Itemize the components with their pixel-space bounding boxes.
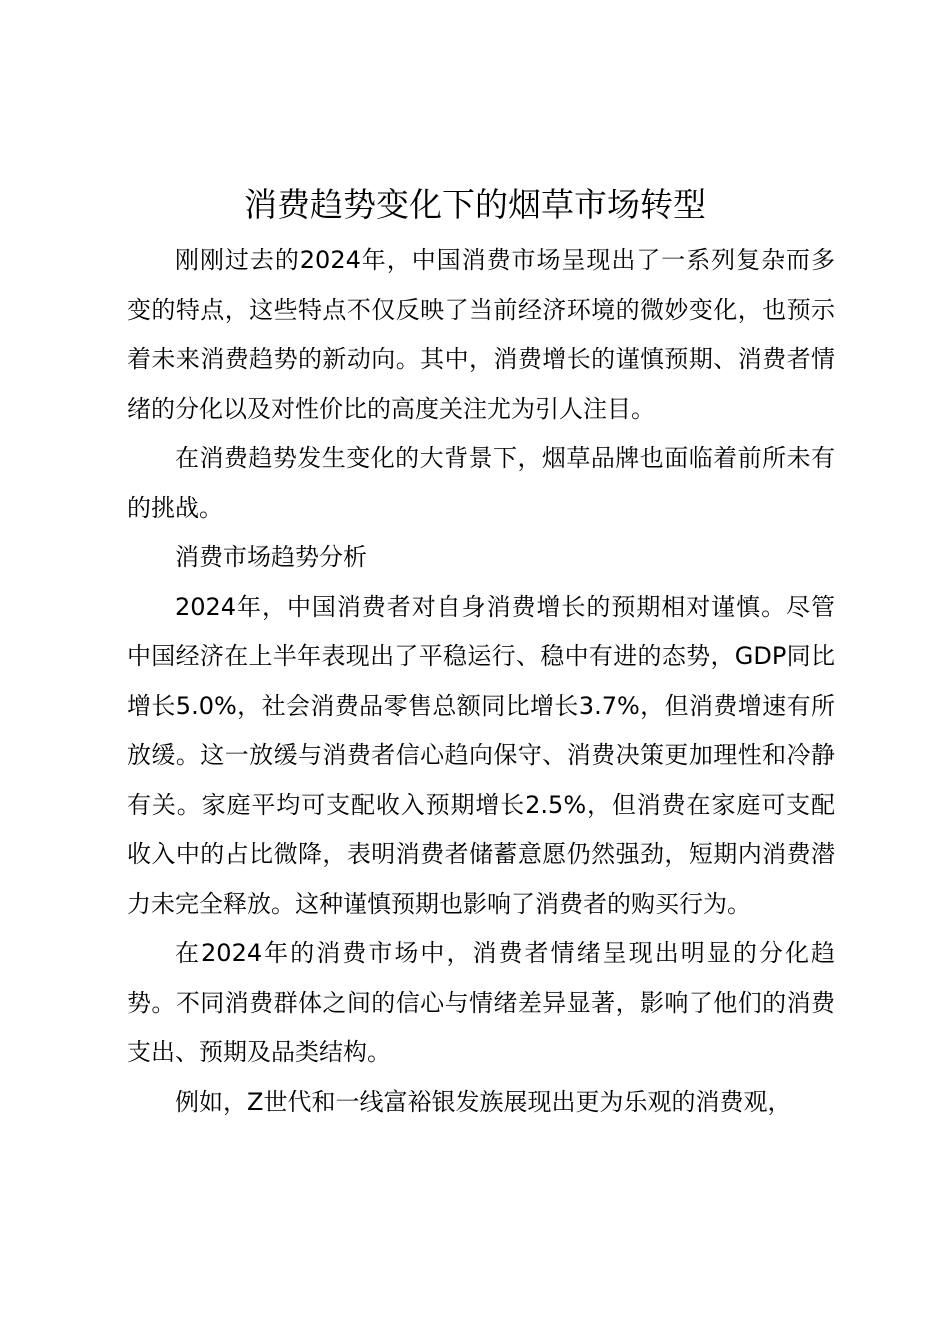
paragraph-sentiment-split: 在2024年的消费市场中，消费者情绪呈现出明显的分化趋势。不同消费群体之间的信心与情绪差异显著，影响了他们的消费支出、预期及品类结构。 bbox=[127, 939, 835, 1066]
paragraph-growth-expectation: 2024年，中国消费者对自身消费增长的预期相对谨慎。尽管中国经济在上半年表现出了平稳运行、稳中有进的态势，GDP同比增长5.0%，社会消费品零售总额同比增长3.7%，但消费增速有所放缓。这一放缓与消费者信心趋向保守、消费决策更加理性和冷静有关。家庭平均可支配收入预期增长2.5%，但消费在家庭可支配收入中的占比微降，表明消费者储蓄意愿仍然强劲，短期内消费潜力未完全释放。这种谨慎预期也影响了消费者的购买行为。 bbox=[127, 592, 835, 918]
document-title: 消费趋势变化下的烟草市场转型 bbox=[244, 185, 706, 224]
paragraph-intro: 刚刚过去的2024年，中国消费市场呈现出了一系列复杂而多变的特点，这些特点不仅反映了当前经济环境的微妙变化，也预示着未来消费趋势的新动向。其中，消费增长的谨慎预期、消费者情绪的分化以及对性价比的高度关注尤为引人注目。 bbox=[127, 246, 835, 423]
paragraph-example: 例如，Z世代和一线富裕银发族展现出更为乐观的消费观， bbox=[175, 1087, 792, 1116]
paragraph-challenge: 在消费趋势发生变化的大背景下，烟草品牌也面临着前所未有的挑战。 bbox=[127, 444, 835, 522]
section-heading: 消费市场趋势分析 bbox=[175, 543, 367, 571]
document-body bbox=[127, 236, 835, 1127]
